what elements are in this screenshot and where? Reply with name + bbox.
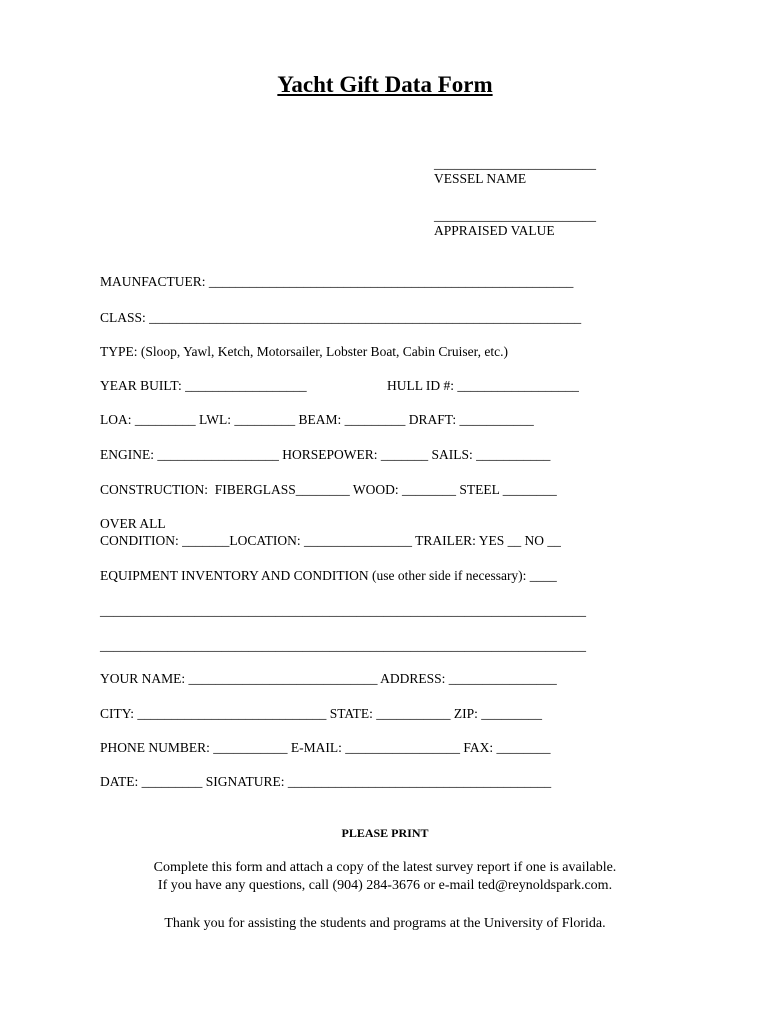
instructions-line-1: Complete this form and attach a copy of the latest survey report if one is available.	[153, 860, 617, 875]
equipment-field[interactable]: EQUIPMENT INVENTORY AND CONDITION (use other side if necessary): ____	[100, 568, 557, 583]
vessel-name-blank[interactable]: ________________________	[434, 156, 596, 171]
dimensions-field[interactable]: LOA: _________ LWL: _________ BEAM: _________ DRAFT: ___________	[100, 412, 534, 427]
your-name-field[interactable]: YOUR NAME: ____________________________ ADDRESS: ________________	[100, 671, 557, 686]
year-built-field[interactable]: YEAR BUILT: __________________	[100, 378, 307, 393]
class-field[interactable]: CLASS: ________________________________________________________________	[100, 310, 582, 325]
equipment-blank-2[interactable]: ________________________________________________________________________	[100, 638, 586, 653]
overall-condition-label: OVER ALL	[100, 516, 166, 531]
thanks-text: Thank you for assisting the students and programs at the University of Florida.	[164, 916, 606, 931]
instructions-line-2: If you have any questions, call (904) 284-3676 or e-mail ted@reynoldspark.com.	[157, 878, 613, 893]
date-field[interactable]: DATE: _________ SIGNATURE: _______________________________________	[100, 774, 552, 789]
construction-field[interactable]: CONSTRUCTION: FIBERGLASS________ WOOD: ________ STEEL ________	[100, 482, 557, 497]
appraised-value-blank[interactable]: ________________________	[434, 208, 596, 223]
condition-field[interactable]: CONDITION: _______LOCATION: ________________ TRAILER: YES __ NO __	[100, 533, 561, 548]
page-title: Yacht Gift Data Form	[277, 72, 493, 97]
type-label: TYPE: (Sloop, Yawl, Ketch, Motorsailer, Lobster Boat, Cabin Cruiser, etc.)	[100, 344, 508, 359]
hull-id-field[interactable]: HULL ID #: __________________	[387, 378, 579, 393]
vessel-name-label: VESSEL NAME	[434, 171, 527, 186]
equipment-blank-1[interactable]: ________________________________________________________________________	[100, 603, 586, 618]
please-print: PLEASE PRINT	[341, 826, 429, 840]
phone-field[interactable]: PHONE NUMBER: ___________ E-MAIL: _________________ FAX: ________	[100, 740, 551, 755]
manufacturer-field[interactable]: MAUNFACTUER: ______________________________________________________	[100, 274, 574, 289]
engine-field[interactable]: ENGINE: __________________ HORSEPOWER: _______ SAILS: ___________	[100, 447, 551, 462]
appraised-value-label: APPRAISED VALUE	[434, 223, 555, 238]
city-field[interactable]: CITY: ____________________________ STATE: ___________ ZIP: _________	[100, 706, 543, 721]
